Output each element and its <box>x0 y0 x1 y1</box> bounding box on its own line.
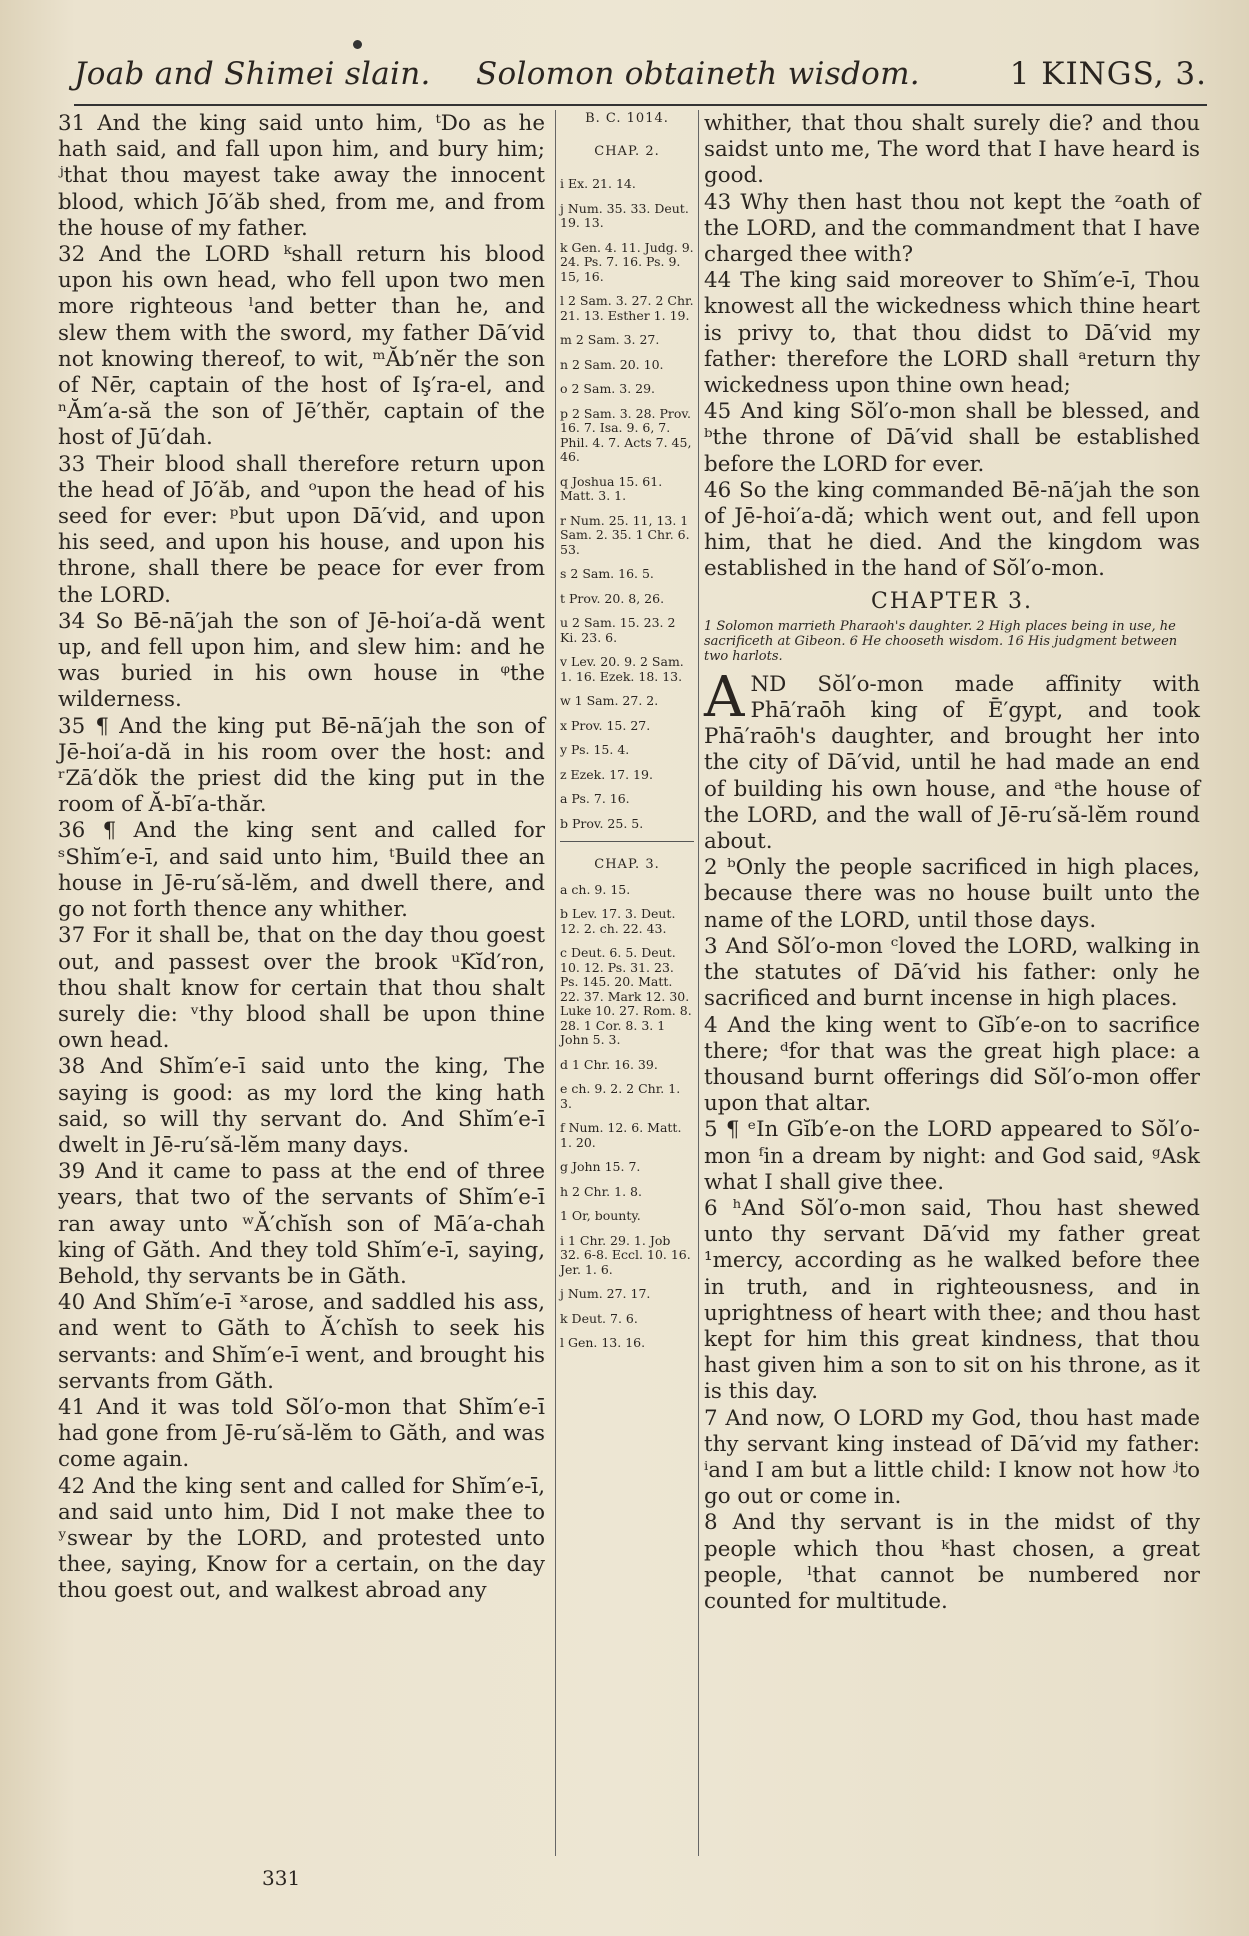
ref-item: q Joshua 15. 61. Matt. 3. 1. <box>560 473 663 503</box>
ref-item: l Gen. 13. 16. <box>560 1335 646 1350</box>
verse: 6 ʰAnd Sŏl′o-mon said, Thou hast shewed unto thy servant Dā′vid my father great ¹mercy, according as he walked before thee in truth, and in righteousness, and in uprightness of heart with thee; and thou hast kept for him this great kindness, that thou hast given him a son to sit on his throne, as it is this day. <box>704 1195 1200 1405</box>
verse: whither, that thou shalt surely die? and thou saidst unto me, The word that I have heard is good. <box>704 111 1200 189</box>
ref-chapter-label: CHAP. 2. <box>594 143 660 159</box>
ref-item: b Prov. 25. 5. <box>560 815 644 831</box>
ref-item: u 2 Sam. 15. 23. 2 Ki. 23. 6. <box>560 615 676 645</box>
ref-item: k Gen. 4. 11. Judg. 9. 24. Ps. 7. 16. Ps. 9. 15, 16. <box>560 239 694 284</box>
verse: 40 And Shĭm′e-ī ˣarose, and saddled his ass, and went to Găth to Ă′chĭsh to seek his servants: and Shĭm′e-ī went, and brought his servants from Găth. <box>58 1290 545 1394</box>
right-text-column <box>704 111 1200 1615</box>
column-divider-left <box>555 110 556 1856</box>
ref-item: m 2 Sam. 3. 27. <box>560 332 660 347</box>
ref-item: z Ezek. 17. 19. <box>560 766 653 782</box>
verse: 31 And the king said unto him, ᵗDo as he hath said, and fall upon him, and bury him; ʲthat thou mayest take away the innocent blood, which Jō′ăb shed, from me, and from the house of my father. <box>58 111 545 241</box>
verse: 42 And the king sent and called for Shĭm′e-ī, and said unto him, Did I not make thee to ʸswear by the LORD, and protested unto thee, saying, Know for a certain, on the day thou goest out, and walkest abroad any <box>58 1473 545 1604</box>
ref-item: g John 15. 7. <box>560 1159 641 1174</box>
ref-item: l 2 Sam. 3. 27. 2 Chr. 21. 13. Esther 1. 19. <box>560 293 694 323</box>
header-left: Joab and Shimei slain. <box>74 56 431 92</box>
drop-cap: A <box>704 664 745 730</box>
verse: 8 And thy servant is in the midst of thy people which thou ᵏhast chosen, a great people, ˡthat cannot be numbered nor counted for multitude. <box>704 1510 1200 1614</box>
running-header <box>74 56 1207 106</box>
ref-item: w 1 Sam. 27. 2. <box>560 693 659 708</box>
verse: 7 And now, O LORD my God, thou hast made thy servant king instead of Dā′vid my father: ⁱand I am but a little child: I know not how ʲto go out or come in. <box>704 1405 1200 1510</box>
verse: 34 So Bē-nā′jah the son of Jē-hoi′a-dă went up, and fell upon him, and slew him: and he was buried in his own house in ᵠthe wilderness. <box>58 608 545 713</box>
verse: 5 ¶ ᵉIn Gĭb′e-on the LORD appeared to Sŏl′o-mon ᶠin a dream by night: and God said, ᵍAsk what I shall give thee. <box>704 1117 1200 1195</box>
verse: 32 And the LORD ᵏshall return his blood upon his own head, who fell upon two men more righteous ˡand better than he, and slew them with the sword, my father Dā′vid not knowing thereof, to wit, ᵐĂb′nĕr the son of Nēr, captain of the host of Iş′ra-el, and ⁿĂm′a-să the son of Jē′thĕr, captain of the host of Jū′dah. <box>58 242 545 451</box>
ref-item: y Ps. 15. 4. <box>560 742 630 757</box>
ref-separator <box>560 841 694 842</box>
ref-item: b Lev. 17. 3. Deut. 12. 2. ch. 22. 43. <box>560 906 676 936</box>
header-middle: Solomon obtaineth wisdom. <box>476 56 920 92</box>
ref-item: v Lev. 20. 9. 2 Sam. 1. 16. Ezek. 18. 13. <box>560 654 684 684</box>
printer-dot <box>353 40 362 49</box>
verse: 37 For it shall be, that on the day thou goest out, and passest over the brook ᵘKĭd′ron, thou shalt know for certain that thou shalt surely die: ᵛthy blood shall be upon thine own head. <box>58 923 545 1054</box>
ref-item: o 2 Sam. 3. 29. <box>560 381 656 396</box>
ref-item: d 1 Chr. 16. 39. <box>560 1056 658 1072</box>
ref-item: t Prov. 20. 8, 26. <box>560 590 665 606</box>
verse: 38 And Shĭm′e-ī said unto the king, The saying is good: as my lord the king hath said, so will thy servant do. And Shĭm′e-ī dwelt in Jē-ru′să-lĕm many days. <box>58 1054 545 1158</box>
header-right: 1 KINGS, 3. <box>1009 56 1207 92</box>
ref-chapter-label: CHAP. 3. <box>594 857 660 872</box>
verse: 41 And it was told Sŏl′o-mon that Shĭm′e-ī had gone from Jē-ru′să-lĕm to Găth, and was come again. <box>58 1394 545 1473</box>
ref-item: f Num. 12. 6. Matt. 1. 20. <box>560 1120 682 1150</box>
verse: 39 And it came to pass at the end of three years, that two of the servants of Shĭm′e-ī ran away unto ʷĂ′chĭsh son of Mā′a-chah king of Găth. And they told Shĭm′e-ī, saying, Behold, thy servants be in Găth. <box>58 1159 545 1289</box>
ref-item: j Num. 27. 17. <box>560 1286 651 1301</box>
left-text-column <box>58 111 545 1605</box>
verse: 45 And king Sŏl′o-mon shall be blessed, and ᵇthe throne of Dā′vid shall be established before the LORD for ever. <box>704 399 1200 477</box>
cross-reference-column <box>560 112 694 1361</box>
ref-item: p 2 Sam. 3. 28. Prov. 16. 7. Isa. 9. 6, 7. Phil. 4. 7. Acts 7. 45, 46. <box>560 405 692 464</box>
verse-first <box>704 664 1200 855</box>
verse: 33 Their blood shall therefore return upon the head of Jō′ăb, and ᵒupon the head of his seed for ever: ᵖbut upon Dā′vid, and upon his seed, and upon his house, and upon his throne, shall there be peace for ever from the LORD. <box>58 451 545 608</box>
verse: 36 ¶ And the king sent and called for ˢShĭm′e-ī, and said unto him, ᵗBuild thee an house in Jē-ru′să-lĕm, and dwell there, and go not forth thence any whither. <box>58 818 545 923</box>
verse-text: ND Sŏl′o-mon made affinity with Phā′raōh king of Ē′gypt, and took Phā′raōh's daughter, and brought her into the city of Dā′vid, until he had made an end of building his own house, and ᵃthe house of the LORD, and the wall of Jē-ru′să-lĕm round about. <box>704 671 1200 855</box>
verse: 35 ¶ And the king put Bē-nā′jah the son of Jē-hoi′a-dă in his room over the host: and ʳZā′dŏk the priest did the king put in the room of Ă-bī′a-thăr. <box>58 713 545 818</box>
verse: 3 And Sŏl′o-mon ᶜloved the LORD, walking in the statutes of Dā′vid his father: only he sacrificed and burnt incense in high places. <box>704 933 1200 1012</box>
ref-item: c Deut. 6. 5. Deut. 10. 12. Ps. 31. 23. Ps. 145. 20. Matt. 22. 37. Mark 12. 30. Luke 10. 27. Rom. 8. 28. 1 Cor. 8. 3. 1 John 5. 3. <box>560 945 692 1047</box>
page-number: 331 <box>262 1866 301 1890</box>
ref-item: x Prov. 15. 27. <box>560 717 651 733</box>
verse: 43 Why then hast thou not kept the ᶻoath of the LORD, and the commandment that I have charged thee with? <box>704 189 1200 268</box>
ref-item: k Deut. 7. 6. <box>560 1310 638 1326</box>
column-divider-right <box>698 110 699 1856</box>
ref-date: B. C. 1014. <box>585 111 669 126</box>
ref-item: a Ps. 7. 16. <box>560 791 630 806</box>
ref-item: a ch. 9. 15. <box>560 881 631 897</box>
ref-item: i 1 Chr. 29. 1. Job 32. 6-8. Eccl. 10. 16. Jer. 1. 6. <box>560 1232 691 1277</box>
ref-item: j Num. 35. 33. Deut. 19. 13. <box>560 200 689 230</box>
ref-item: r Num. 25. 11, 13. 1 Sam. 2. 35. 1 Chr. 6. 53. <box>560 512 690 557</box>
verse: 46 So the king commanded Bē-nā′jah the son of Jē-hoi′a-dă; which went out, and fell upon him, that he died. And the kingdom was established in the hand of Sŏl′o-mon. <box>704 477 1200 582</box>
ref-item: i Ex. 21. 14. <box>560 176 636 191</box>
verse: 4 And the king went to Gĭb′e-on to sacrifice there; ᵈfor that was the great high place: a thousand burnt offerings did Sŏl′o-mon offer upon that altar. <box>704 1012 1200 1117</box>
ref-item: s 2 Sam. 16. 5. <box>560 566 654 581</box>
chapter-summary: 1 Solomon marrieth Pharaoh's daughter. 2 High places being in use, he sacrificeth at Gibeon. 6 He chooseth wisdom. 16 His judgment between two harlots. <box>704 618 1178 664</box>
verse: 44 The king said moreover to Shĭm′e-ī, Thou knowest all the wickedness which thine heart is privy to, that thou didst to Dā′vid my father: therefore the LORD shall ᵃreturn thy wickedness upon thine own head; <box>704 268 1200 399</box>
ref-item: 1 Or, bounty. <box>560 1208 641 1223</box>
header-rule <box>74 104 1207 106</box>
ref-item: h 2 Chr. 1. 8. <box>560 1183 642 1199</box>
chapter-title: CHAPTER 3. <box>871 588 1033 614</box>
verse: 2 ᵇOnly the people sacrificed in high places, because there was no house built unto the name of the LORD, until those days. <box>704 855 1200 933</box>
ref-item: e ch. 9. 2. 2 Chr. 1. 3. <box>560 1081 681 1111</box>
ref-item: n 2 Sam. 20. 10. <box>560 356 664 372</box>
